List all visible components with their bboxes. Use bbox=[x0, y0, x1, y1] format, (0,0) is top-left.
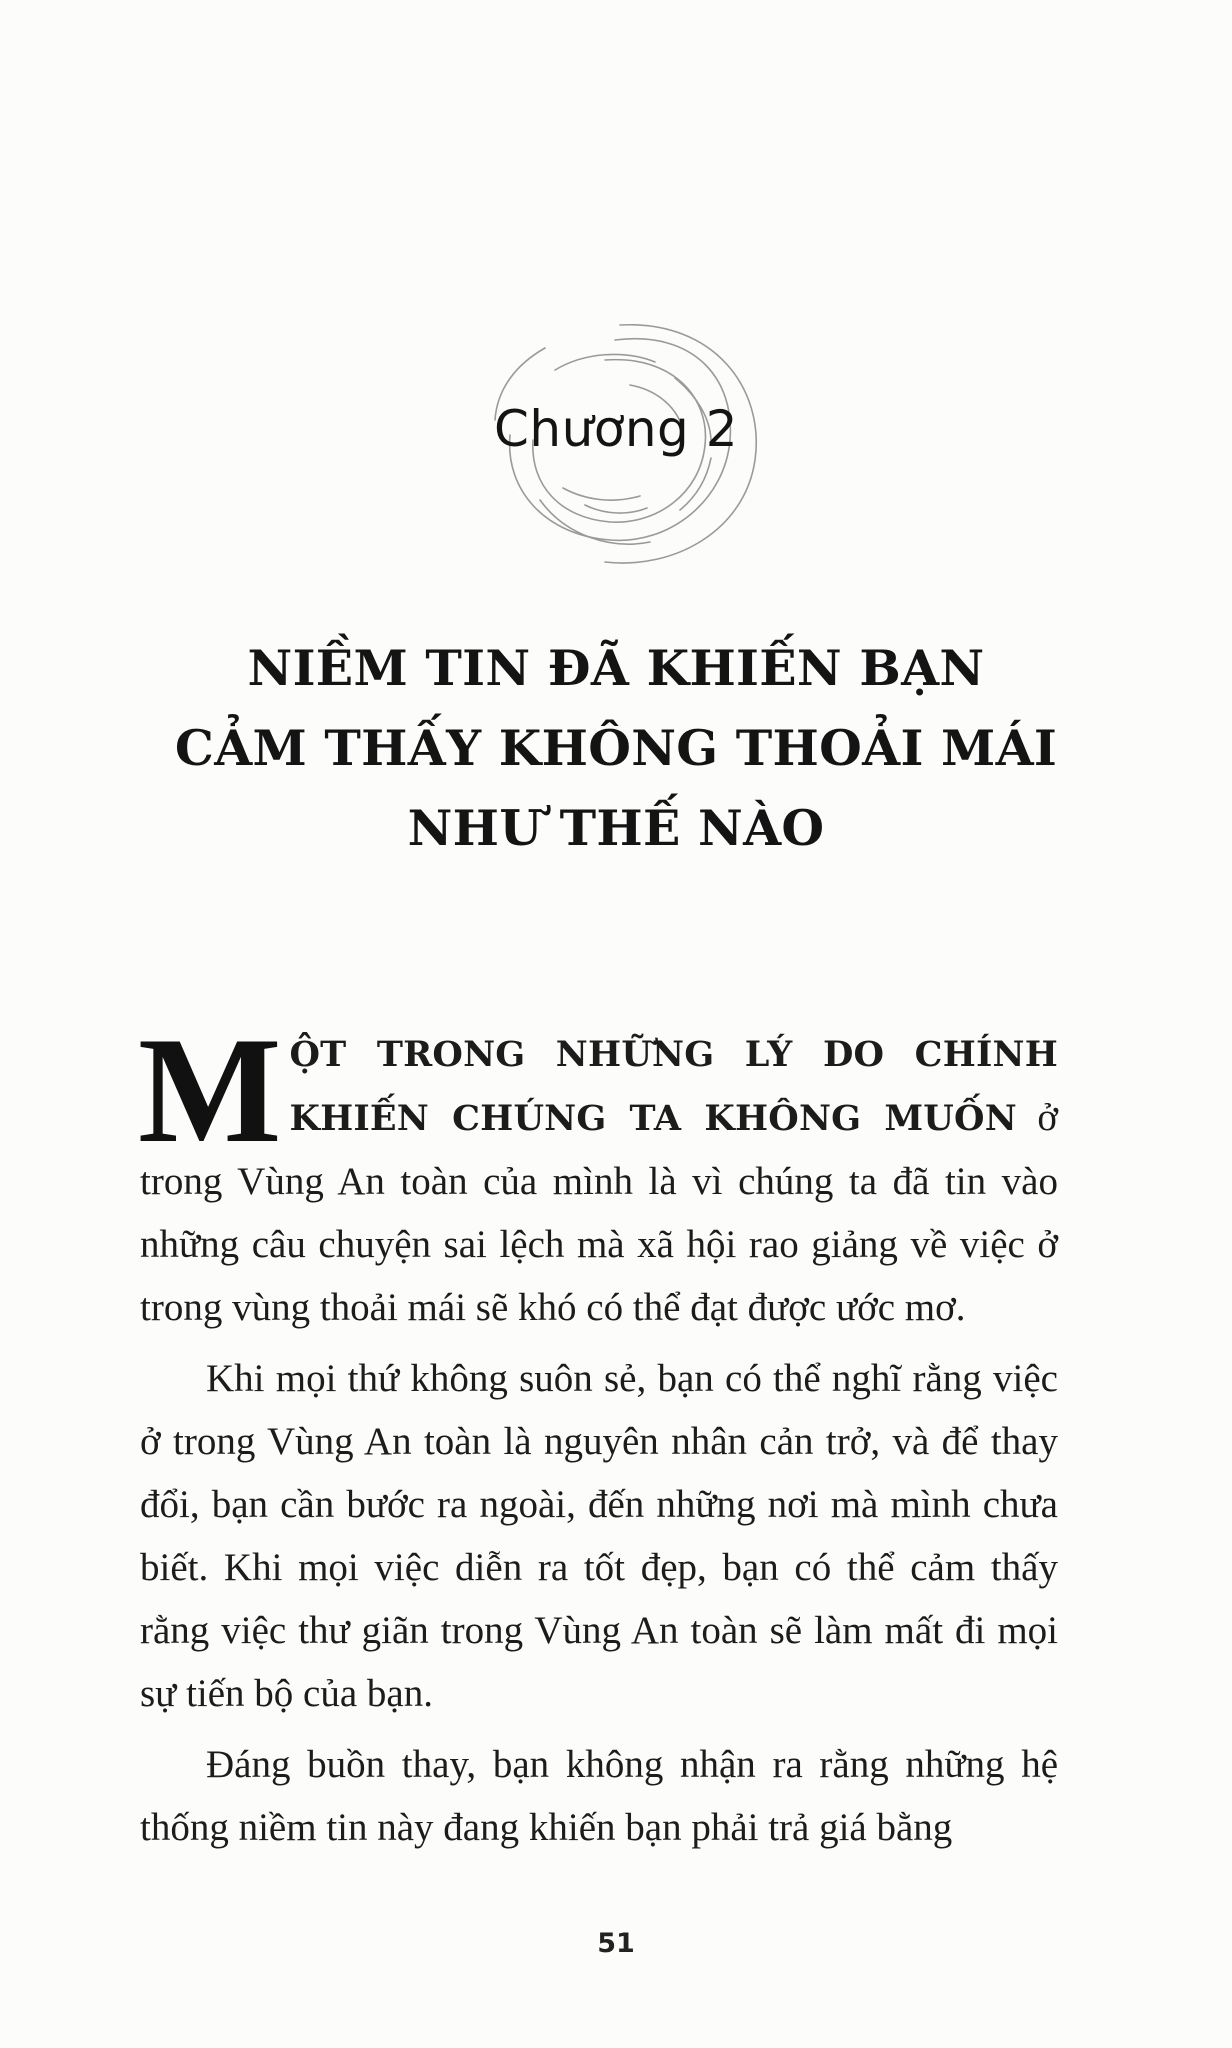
lead-in-caps: ỘT TRONG NHỮNG LÝ DO CHÍNH KHIẾN CHÚNG TA KHÔNG MUỐN bbox=[289, 1034, 1058, 1139]
drop-cap: M bbox=[138, 1006, 282, 1174]
body-text bbox=[138, 1006, 1058, 1867]
chapter-header bbox=[0, 300, 1232, 600]
chapter-title-line-2: CẢM THẤY KHÔNG THOẢI MÁI bbox=[174, 719, 1058, 777]
paragraph-1 bbox=[138, 1006, 1058, 1339]
paragraph-2: Khi mọi thứ không suôn sẻ, bạn có thể nghĩ rằng việc ở trong Vùng An toàn là nguyên nhân cản trở, và để thay đổi, bạn cần bước ra ngoài, đến những nơi mà mình chưa biết. Khi mọi việc diễn ra tốt đẹp, bạn có thể cảm thấy rằng việc thư giãn trong Vùng An toàn sẽ làm mất đi mọi sự tiến bộ của bạn. bbox=[140, 1357, 1058, 1715]
chapter-title-line-1: NIỀM TIN ĐÃ KHIẾN BẠN bbox=[247, 639, 985, 697]
paragraph-3: Đáng buồn thay, bạn không nhận ra rằng những hệ thống niềm tin này đang khiến bạn phải trả giá bằng bbox=[140, 1743, 1058, 1849]
paragraph-1-text: ở trong Vùng An toàn của mình là vì chúng ta đã tin vào những câu chuyện sai lệch mà xã hội rao giảng về việc ở trong vùng thoải mái sẽ khó có thể đạt được ước mơ. bbox=[140, 1096, 1058, 1329]
page-number: 51 bbox=[597, 1928, 635, 1959]
chapter-label: Chương 2 bbox=[493, 400, 738, 458]
chapter-title-line-3: NHƯ THẾ NÀO bbox=[407, 799, 825, 857]
chapter-title bbox=[120, 628, 1112, 868]
